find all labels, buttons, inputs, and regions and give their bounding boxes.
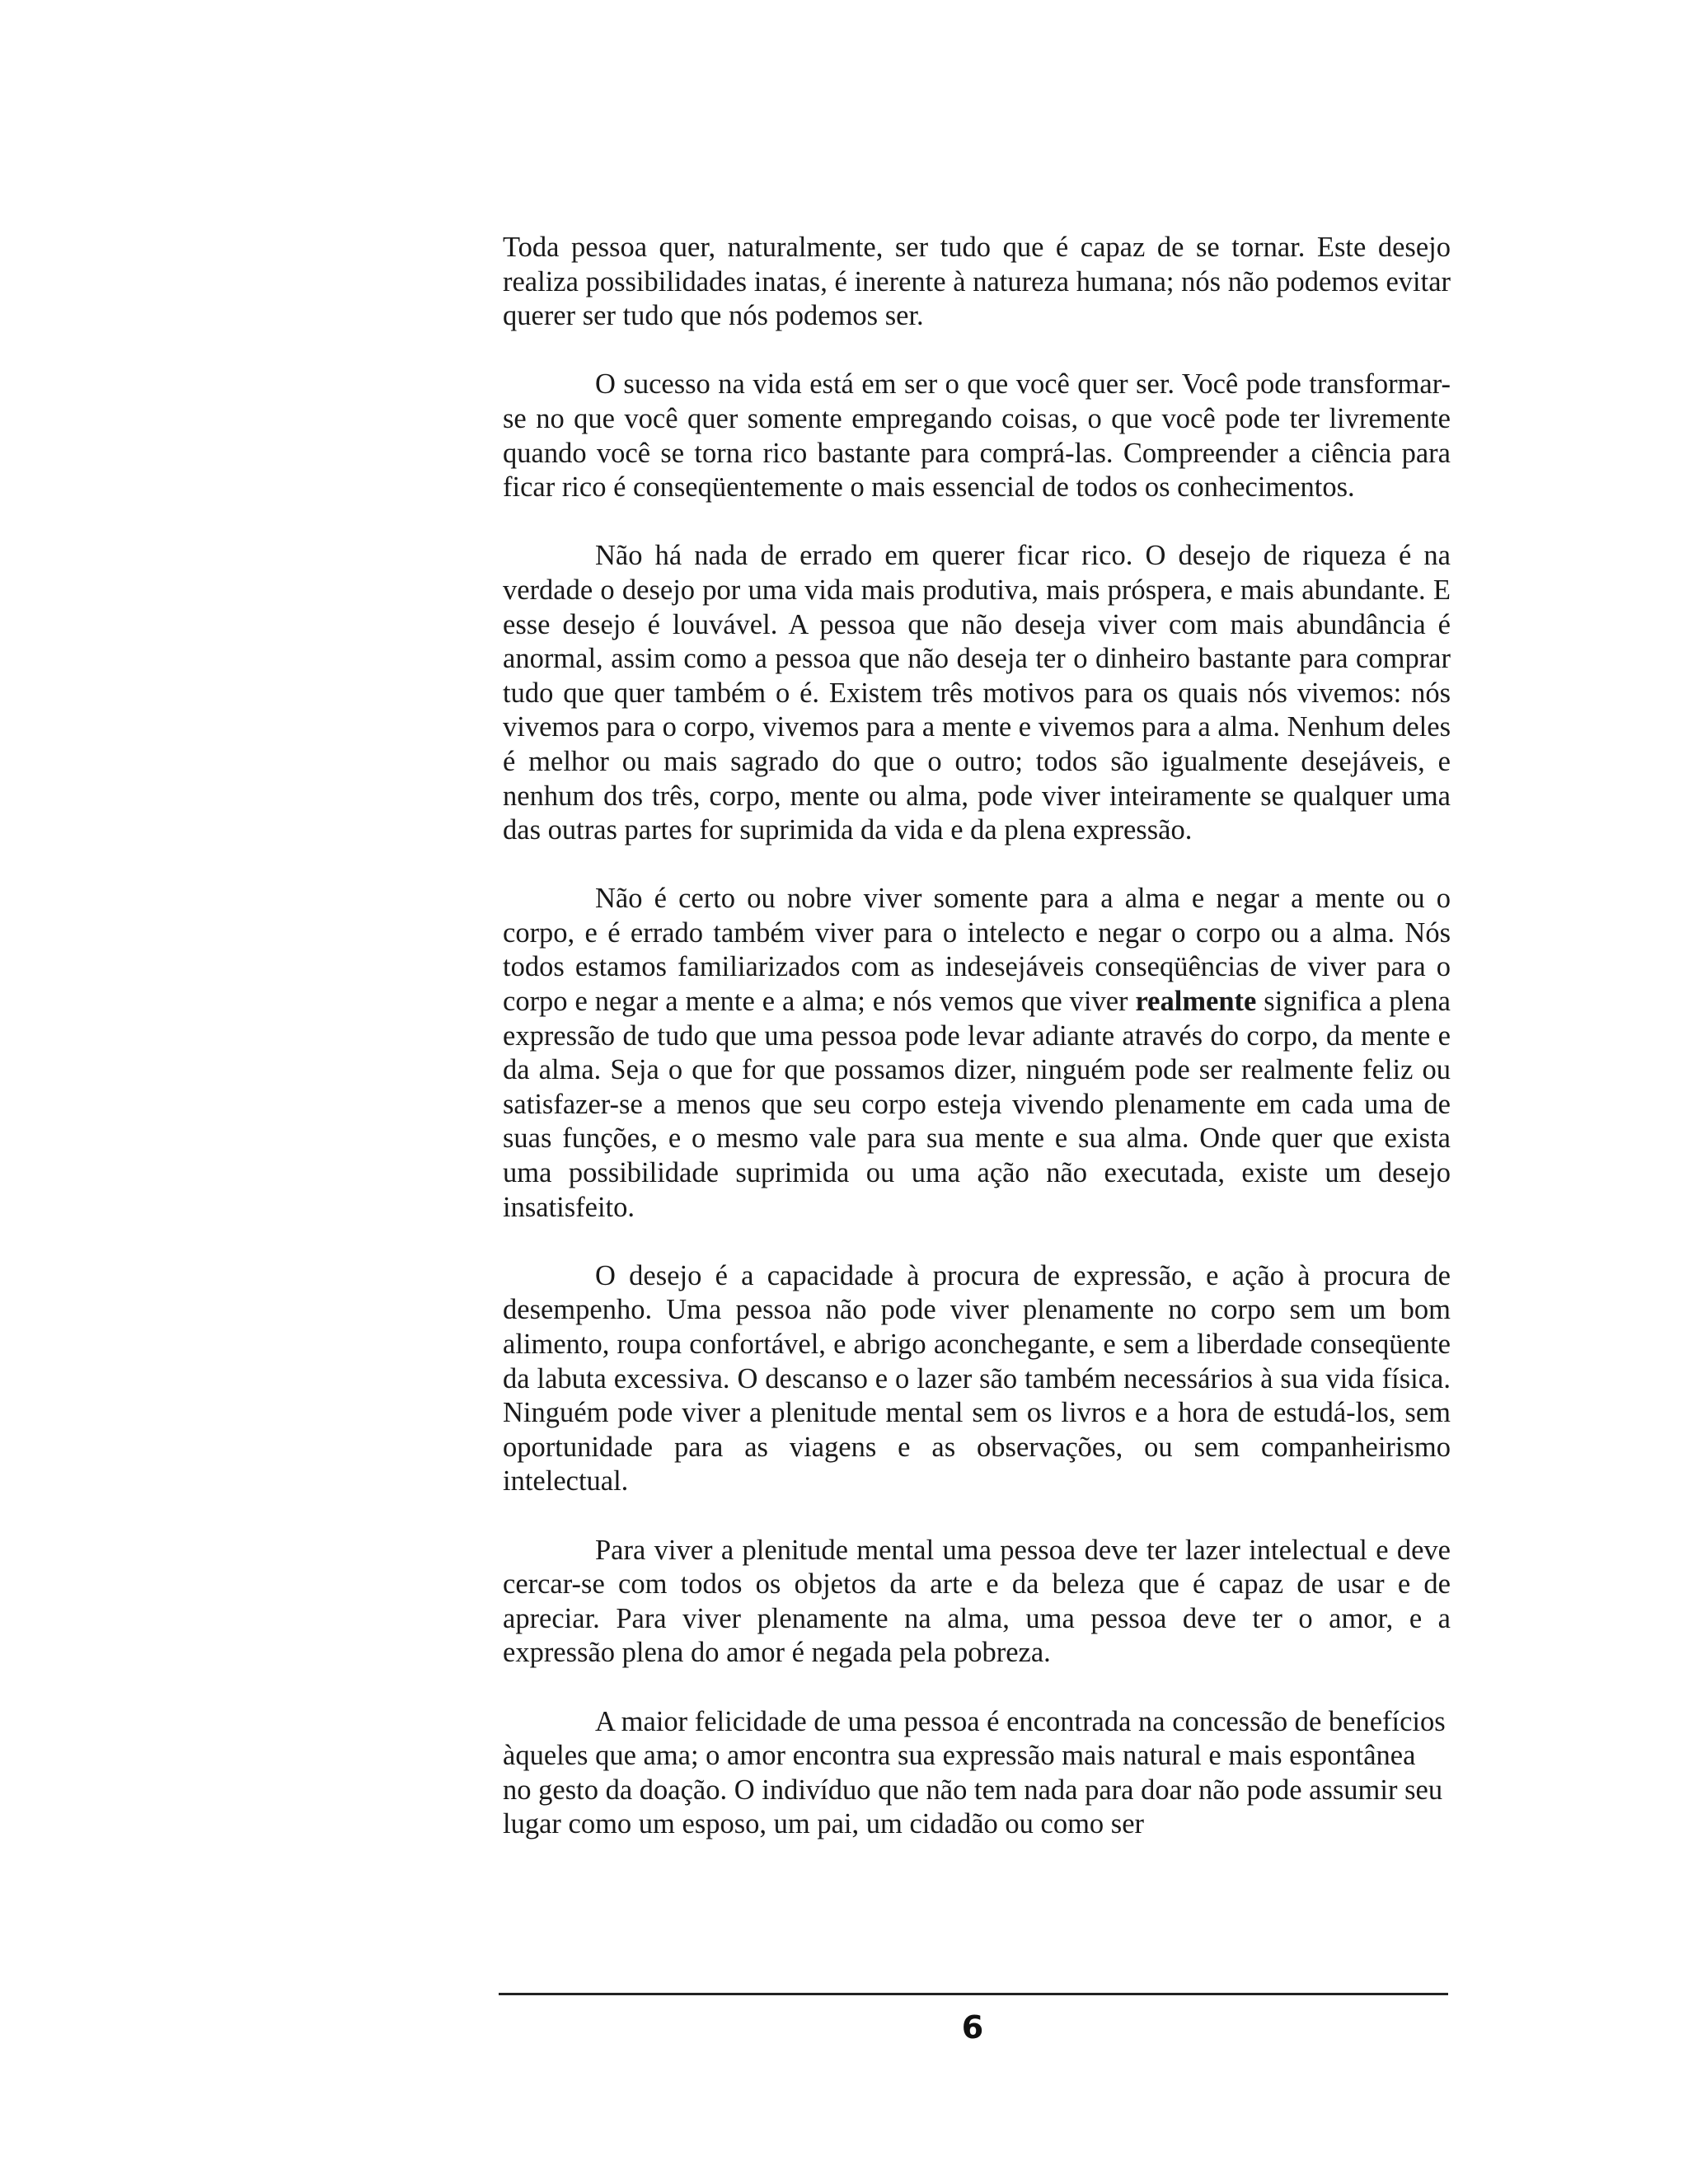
paragraph-7: A maior felicidade de uma pessoa é encontrada na concessão de benefícios àqueles que ama; o amor encontra sua expressão mais natural e mais espontânea no gesto da doação. O indivíduo que não tem nada para doar não pode assumir seu lugar como um esposo, um pai, um cidadão ou como ser: [503, 1705, 1446, 1840]
paragraph-4-text-before: Não é certo ou nobre viver somente para a alma e negar a mente ou o corpo, e é errado também viver para o intelecto e negar o corpo ou a alma. Nós todos estamos familiarizados com as indesejáveis conseqüências de viver para o corpo e negar a mente e a alma; e nós vemos que viver: [503, 883, 1451, 1018]
paragraph-5: O desejo é a capacidade à procura de expressão, e ação à procura de desempenho. Uma pessoa não pode viver plenamente no corpo sem um bom alimento, roupa confortável, e abrigo aconchegante, e sem a liberdade conseqüente da labuta excessiva. O descanso e o lazer são também necessários à sua vida física. Ninguém pode viver a plenitude mental sem os livros e a hora de estudá-los, sem oportunidade para as viagens e as observações, ou sem companheirismo intelectual.: [503, 1259, 1451, 1497]
page-number: 6: [961, 2009, 984, 2046]
emphasis-realmente: realmente: [1135, 986, 1257, 1018]
footer-divider: [499, 1993, 1448, 1995]
paragraph-6: Para viver a plenitude mental uma pessoa deve ter lazer intelectual e deve cercar-se com todos os objetos da arte e da beleza que é capaz de usar e de apreciar. Para viver plenamente na alma, uma pessoa deve ter o amor, e a expressão plena do amor é negada pela pobreza.: [503, 1534, 1451, 1669]
paragraph-1: Toda pessoa quer, naturalmente, ser tudo que é capaz de se tornar. Este desejo realiza possibilidades inatas, é inerente à natureza humana; nós não podemos evitar querer ser tudo que nós podemos ser.: [503, 232, 1451, 332]
paragraph-2: O sucesso na vida está em ser o que você quer ser. Você pode transformar-se no que você quer somente empregando coisas, o que você pode ter livremente quando você se torna rico bastante para comprá-las. Compreender a ciência para ficar rico é conseqüentemente o mais essencial de todos os conhecimentos.: [503, 368, 1451, 504]
paragraph-4-text-after: significa a plena expressão de tudo que uma pessoa pode levar adiante através do corpo, da mente e da alma. Seja o que for que possamos dizer, ninguém pode ser realmente feliz ou satisfazer-se a menos que seu corpo esteja vivendo plenamente em cada uma de suas funções, e o mesmo vale para sua mente e sua alma. Onde quer que exista uma possibilidade suprimida ou uma ação não executada, existe um desejo insatisfeito.: [503, 986, 1451, 1223]
paragraph-4: [503, 882, 1451, 1225]
paragraph-3: Não há nada de errado em querer ficar rico. O desejo de riqueza é na verdade o desejo por uma vida mais produtiva, mais próspera, e mais abundante. E esse desejo é louvável. A pessoa que não deseja viver com mais abundância é anormal, assim como a pessoa que não deseja ter o dinheiro bastante para comprar tudo que quer também o é. Existem três motivos para os quais nós vivemos: nós vivemos para o corpo, vivemos para a mente e vivemos para a alma. Nenhum deles é melhor ou mais sagrado do que o outro; todos são igualmente desejáveis, e nenhum dos três, corpo, mente ou alma, pode viver inteiramente se qualquer uma das outras partes for suprimida da vida e da plena expressão.: [503, 540, 1451, 846]
body-text: [503, 231, 1451, 1842]
